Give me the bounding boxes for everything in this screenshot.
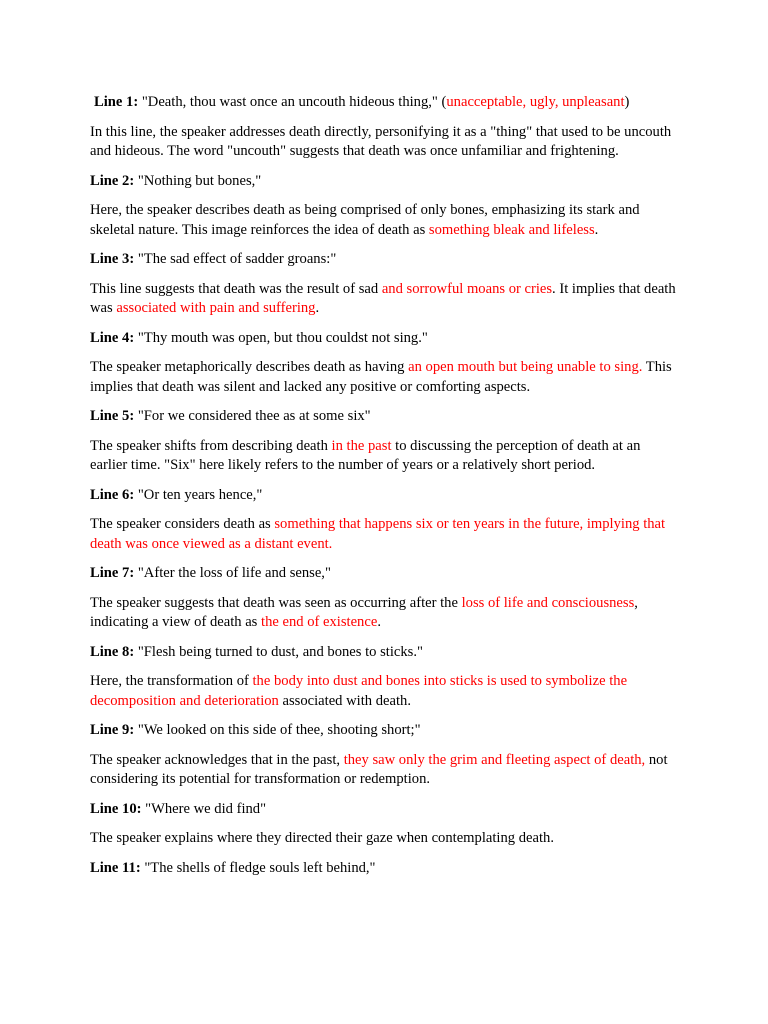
explanation-text: The speaker suggests that death was seen as occurring after the	[90, 594, 462, 611]
quote-text: "Where we did find"	[141, 800, 267, 817]
explanation-text: .	[377, 614, 381, 630]
line-quote	[90, 93, 680, 113]
explanation-text: .	[594, 221, 599, 238]
explanation-text: , indicating a view of death as	[90, 594, 638, 630]
quote-text: "Death, thou wast once an uncouth hideous thing," (	[138, 94, 447, 110]
explanation-text: This line suggests that death was the result of sad	[90, 280, 382, 297]
line-quote	[90, 721, 680, 741]
quote-text: "Thy mouth was open, but thou couldst not sing."	[134, 329, 428, 346]
line-label: Line 1:	[94, 94, 139, 110]
quote-text: "The sad effect of sadder groans:"	[134, 251, 337, 267]
line-quote	[90, 407, 680, 427]
explanation-text: The speaker shifts from describing death	[90, 437, 332, 454]
line-label: Line 3:	[90, 251, 135, 267]
explanation-text: Here, the speaker describes death as being comprised of only bones, emphasizing its stark and skeletal nature. This image reinforces the idea of death as	[90, 202, 640, 238]
highlighted-text: the end of existence	[261, 614, 378, 630]
line-explanation	[90, 280, 680, 319]
quote-gloss: unacceptable, ugly, unpleasant	[446, 94, 625, 110]
highlighted-text: associated with pain and suffering	[116, 300, 316, 316]
explanation-text: not considering its potential for transformation or redemption.	[90, 751, 668, 787]
highlighted-text: something that happens six or ten years in the future, implying that death was once viewed as a distant event.	[90, 516, 666, 552]
quote-text: )	[624, 94, 630, 110]
highlighted-text: loss of life and consciousness	[461, 594, 635, 611]
line-explanation	[90, 515, 680, 554]
line-label: Line 5:	[90, 408, 135, 424]
line-explanation	[90, 201, 680, 240]
explanation-text: to discussing the perception of death at an earlier time. "Six" here likely refers to the number of years or a relatively short period.	[90, 437, 641, 473]
explanation-text: In this line, the speaker addresses death directly, personifying it as a "thing" that used to be uncouth and hideous. The word "uncouth" suggests that death was once unfamiliar and frightening.	[90, 123, 672, 159]
line-quote	[90, 800, 680, 820]
line-explanation	[90, 594, 680, 633]
quote-text: "The shells of fledge souls left behind,"	[140, 859, 376, 876]
line-label: Line 8:	[90, 643, 135, 660]
highlighted-text: something bleak and lifeless	[428, 221, 595, 238]
line-label: Line 10:	[90, 800, 142, 817]
line-label: Line 2:	[90, 172, 135, 189]
line-explanation	[90, 751, 680, 790]
explanation-text: Here, the transformation of	[90, 673, 253, 689]
document-body	[90, 93, 680, 888]
explanation-text: The speaker considers death as	[90, 516, 275, 532]
highlighted-text: they saw only the grim and fleeting aspect of death,	[343, 751, 646, 768]
explanation-text: associated with death.	[278, 692, 411, 709]
explanation-text: The speaker explains where they directed their gaze when contemplating death.	[90, 830, 554, 846]
quote-text: "For we considered thee as at some six"	[134, 408, 371, 424]
explanation-text: The speaker acknowledges that in the past,	[90, 751, 344, 768]
line-quote	[90, 859, 680, 879]
explanation-text: This implies that death was silent and lacked any positive or comforting aspects.	[90, 359, 672, 395]
line-label: Line 9:	[90, 722, 135, 738]
line-label: Line 6:	[90, 486, 135, 503]
line-label: Line 7:	[90, 565, 135, 581]
explanation-text: .	[315, 300, 320, 316]
quote-text: "We looked on this side of thee, shooting short;"	[134, 722, 421, 738]
line-quote	[90, 486, 680, 506]
line-quote	[90, 250, 680, 270]
explanation-text: . It implies that death was	[90, 280, 676, 316]
quote-text: "Flesh being turned to dust, and bones to sticks."	[134, 643, 423, 660]
line-label: Line 11:	[90, 859, 141, 876]
line-quote	[90, 329, 680, 349]
line-explanation	[90, 829, 680, 849]
line-explanation	[90, 123, 680, 162]
highlighted-text: and sorrowful moans or cries	[381, 280, 553, 297]
line-explanation	[90, 437, 680, 476]
highlighted-text: in the past	[331, 437, 392, 454]
line-label: Line 4:	[90, 329, 135, 346]
explanation-text: The speaker metaphorically describes death as having	[90, 359, 409, 375]
line-quote	[90, 172, 680, 192]
highlighted-text: the body into dust and bones into sticks is used to symbolize the decomposition and deterioration	[90, 673, 628, 709]
highlighted-text: an open mouth but being unable to sing.	[408, 359, 643, 375]
line-quote	[90, 564, 680, 584]
line-quote	[90, 643, 680, 663]
line-explanation	[90, 672, 680, 711]
quote-text: "Or ten years hence,"	[134, 486, 263, 503]
line-explanation	[90, 358, 680, 397]
quote-text: "Nothing but bones,"	[134, 172, 262, 189]
quote-text: "After the loss of life and sense,"	[134, 565, 331, 581]
